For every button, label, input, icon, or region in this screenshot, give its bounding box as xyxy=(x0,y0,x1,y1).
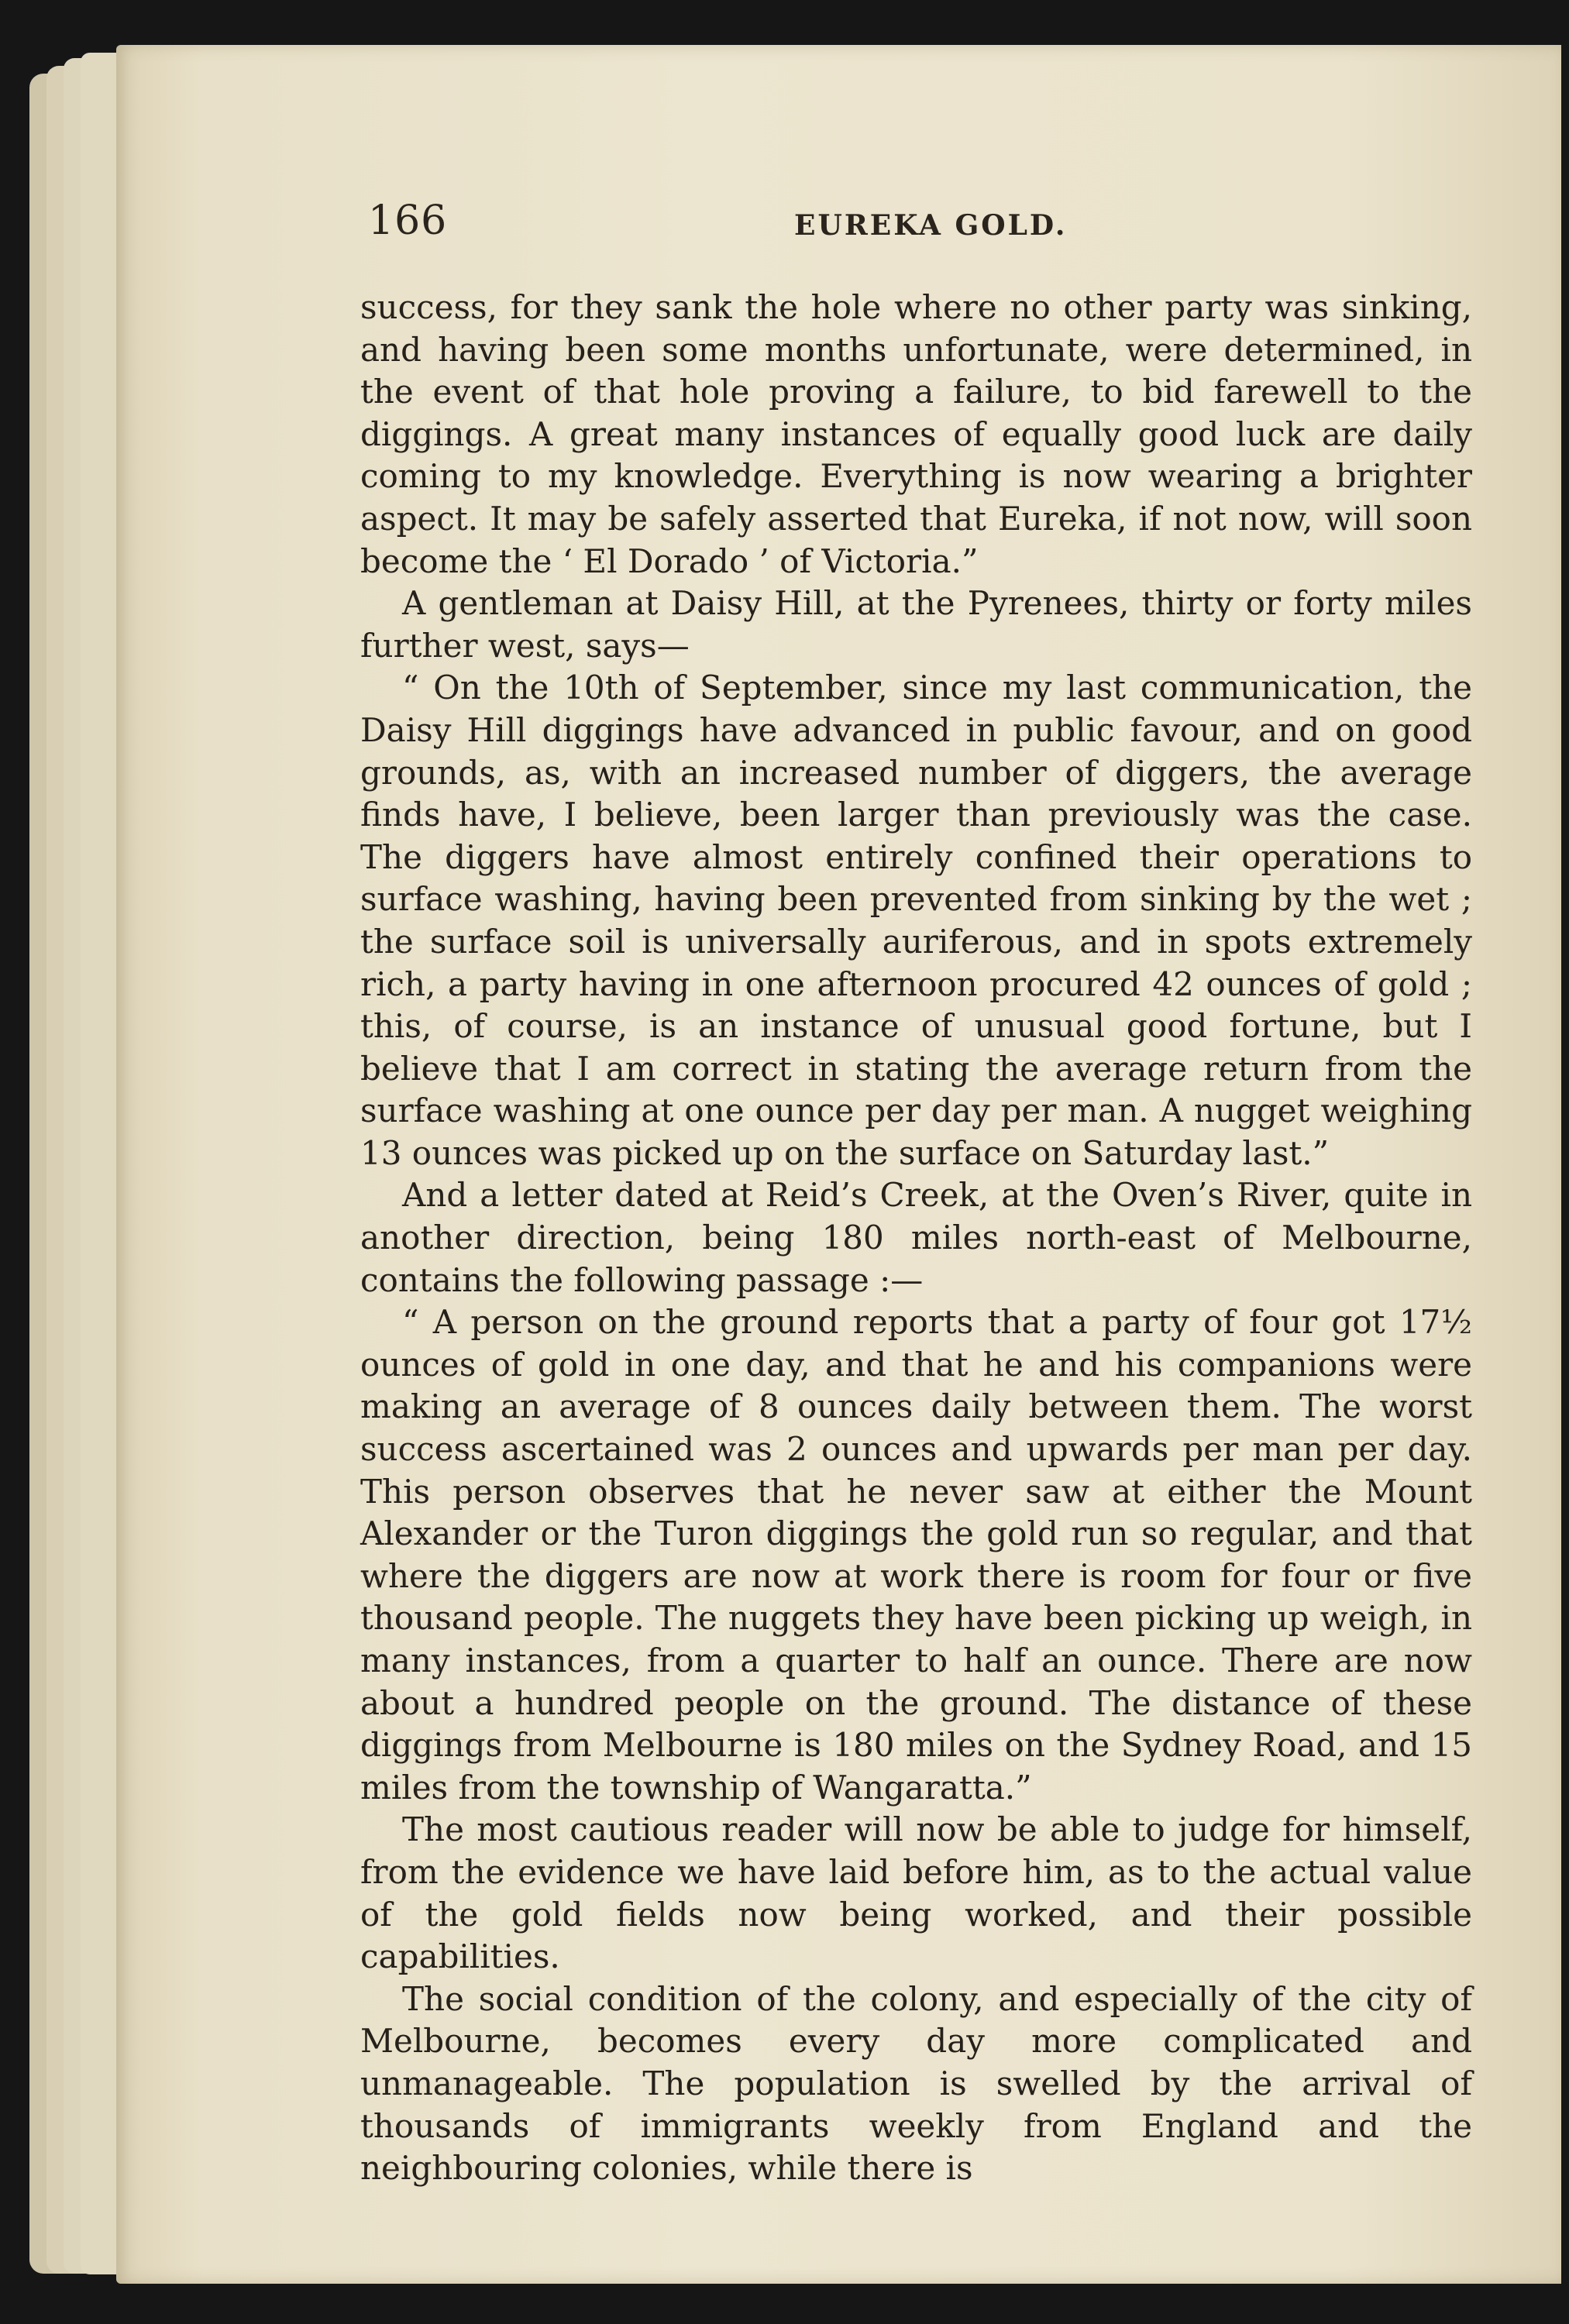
paragraph: And a letter dated at Reid’s Creek, at the Oven’s River, quite in another direction, being 180 miles north-east of Melbourne, contains the following passage :— xyxy=(360,1176,1472,1299)
paragraph: The most cautious reader will now be able to judge for himself, from the evidence we have laid before him, as to the actual value of the gold fields now being worked, and their possible capabilities. xyxy=(360,1810,1472,1976)
paragraph: The social condition of the colony, and especially of the city of Melbourne, becomes every day more complicated and unmanageable. The population is swelled by the arrival of thousands of immigrants weekly from England and the neighbouring colonies, while there is xyxy=(360,1979,1472,2188)
paragraph: success, for they sank the hole where no other party was sinking, and having been some months unfortunate, were determined, in the event of that hole proving a failure, to bid farewell to the diggings. A great many instances of equally good luck are daily coming to my knowledge. Everything is now wearing a brighter aspect. It may be safely asserted that Eureka, if not now, will soon become the ‘ El Dorado ’ of Victoria.” xyxy=(360,288,1472,580)
body-text xyxy=(360,287,1472,2190)
page-header xyxy=(368,198,1492,252)
running-head: EUREKA GOLD. xyxy=(794,209,1068,242)
page-number: 166 xyxy=(368,198,448,244)
paragraph: “ A person on the ground reports that a party of four got 17½ ounces of gold in one day, and that he and his companions were making an average of 8 ounces daily between them. The worst success ascertained was 2 ounces and upwards per man per day. This person observes that he never saw at either the Mount Alexander or the Turon diggings the gold run so regular, and that where the diggers are now at work there is room for four or five thousand people. The nuggets they have been picking up weigh, in many instances, from a quarter to half an ounce. There are now about a hundred people on the ground. The distance of these diggings from Melbourne is 180 miles on the Sydney Road, and 15 miles from the township of Wangaratta.” xyxy=(360,1303,1472,1807)
paragraph: “ On the 10th of September, since my last communication, the Daisy Hill diggings have advanced in public favour, and on good grounds, as, with an increased number of diggers, the average finds have, I believe, been larger than previously was the case. The diggers have almost entirely confined their operations to surface washing, having been prevented from sinking by the wet ; the surface soil is universally auriferous, and in spots extremely rich, a party having in one afternoon procured 42 ounces of gold ; this, of course, is an instance of unusual good fortune, but I believe that I am correct in stating the average return from the surface washing at one ounce per day per man. A nugget weighing 13 ounces was picked up on the surface on Saturday last.” xyxy=(360,669,1472,1172)
paragraph: A gentleman at Daisy Hill, at the Pyrenees, thirty or forty miles further west, says— xyxy=(360,584,1472,665)
